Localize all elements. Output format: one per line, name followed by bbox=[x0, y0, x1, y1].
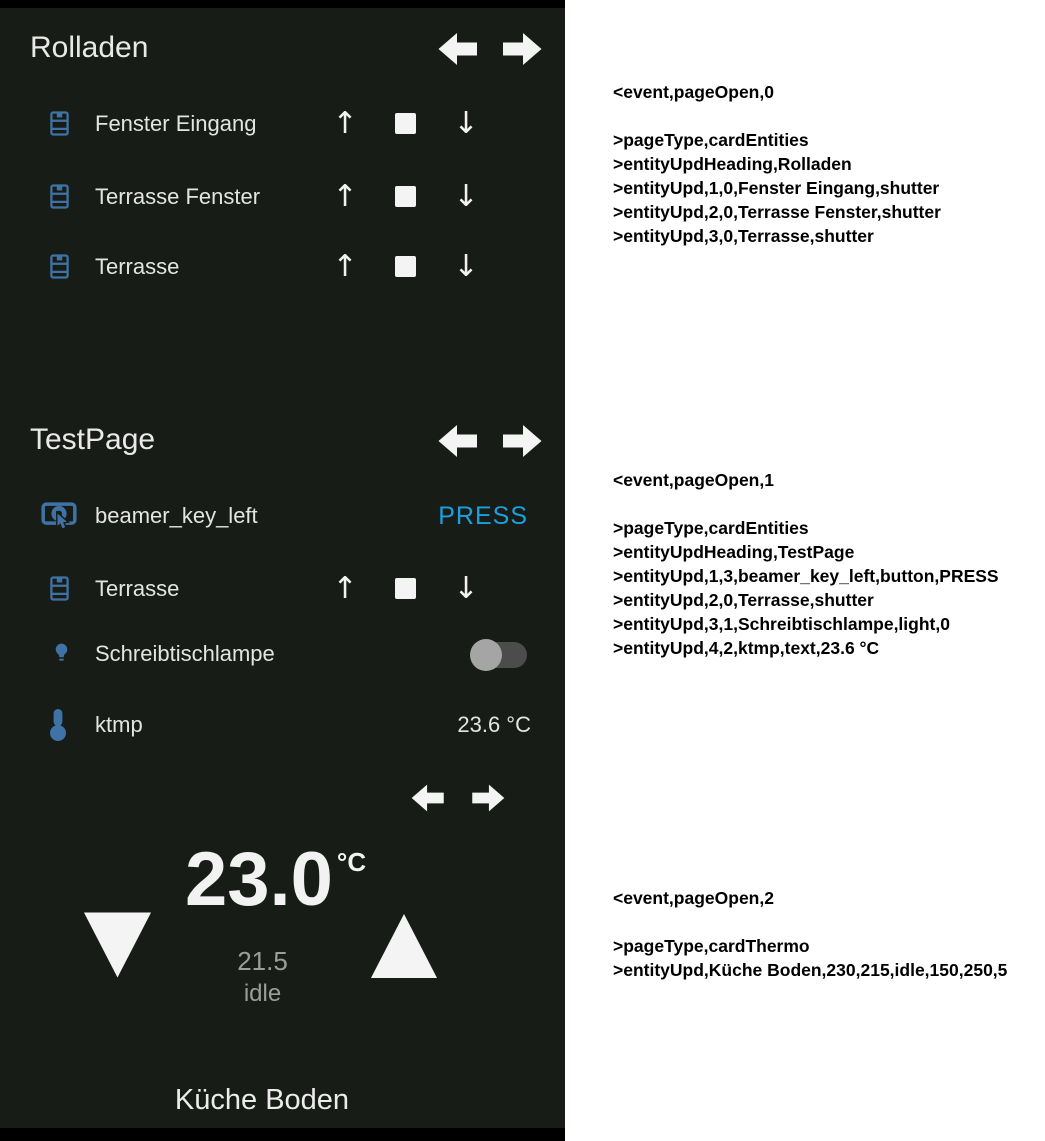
log-line: >entityUpd,1,0,Fenster Eingang,shutter bbox=[613, 178, 940, 198]
shutter-up-button[interactable]: ↑ bbox=[332, 179, 358, 214]
shutter-down-button[interactable]: ↓ bbox=[453, 571, 479, 606]
sensor-value: 23.6 °C bbox=[457, 712, 531, 737]
log-line: >entityUpd,1,3,beamer_key_left,button,PRESS bbox=[613, 566, 999, 586]
card-entities-testpage bbox=[0, 380, 565, 760]
nav-right-button[interactable] bbox=[503, 31, 543, 69]
current-temperature bbox=[185, 837, 367, 922]
thermometer-icon bbox=[48, 708, 68, 747]
entity-row-text bbox=[0, 705, 565, 745]
shutter-stop-button[interactable] bbox=[395, 256, 417, 278]
arrow-left-icon bbox=[411, 783, 444, 813]
shutter-stop-button[interactable] bbox=[395, 578, 417, 600]
entity-name: Fenster Eingang bbox=[95, 111, 257, 136]
setpoint-temperature: 21.5 bbox=[237, 946, 288, 976]
entity-row-shutter bbox=[0, 104, 565, 144]
log-line: >entityUpd,4,2,ktmp,text,23.6 °C bbox=[613, 638, 880, 658]
log-line: >entityUpd,2,0,Terrasse,shutter bbox=[613, 590, 874, 610]
entity-name: Terrasse bbox=[95, 254, 180, 279]
stop-square-icon bbox=[395, 113, 416, 134]
log-line: >entityUpd,Küche Boden,230,215,idle,150,250,5 bbox=[613, 960, 1008, 980]
arrow-right-icon bbox=[503, 31, 542, 67]
entity-row-button bbox=[0, 496, 565, 536]
log-line: >entityUpd,3,1,Schreibtischlampe,light,0 bbox=[613, 614, 950, 634]
log-block-page0 bbox=[613, 80, 1043, 248]
temp-up-button[interactable] bbox=[368, 912, 440, 985]
card-entities-rolladen bbox=[0, 0, 565, 380]
shutter-down-button[interactable]: ↓ bbox=[453, 179, 479, 214]
stop-square-icon bbox=[395, 256, 416, 277]
log-event-line: <event,pageOpen,2 bbox=[613, 888, 774, 908]
current-temperature-value: 23.0 bbox=[185, 837, 333, 922]
log-line: >entityUpd,3,0,Terrasse,shutter bbox=[613, 226, 874, 246]
log-event-line: <event,pageOpen,1 bbox=[613, 470, 774, 490]
arrow-left-icon bbox=[438, 423, 477, 459]
protocol-log-column bbox=[565, 0, 1045, 1141]
triangle-up-icon bbox=[368, 912, 440, 980]
window-shutter-icon bbox=[46, 180, 73, 218]
page-title: Rolladen bbox=[30, 31, 149, 64]
entity-name: ktmp bbox=[95, 712, 143, 737]
temperature-unit: °C bbox=[336, 847, 367, 877]
entity-row-light bbox=[0, 634, 565, 674]
arrow-left-icon bbox=[438, 31, 477, 67]
arrow-right-icon bbox=[503, 423, 542, 459]
hvac-status: idle bbox=[243, 980, 282, 1007]
entity-row-shutter bbox=[0, 177, 565, 217]
log-line: >entityUpdHeading,Rolladen bbox=[613, 154, 852, 174]
window-shutter-icon bbox=[46, 572, 73, 610]
log-line: >pageType,cardEntities bbox=[613, 518, 809, 538]
entity-row-shutter bbox=[0, 569, 565, 609]
press-button[interactable]: PRESS bbox=[438, 502, 528, 530]
thermostat-title: Küche Boden bbox=[174, 1084, 350, 1116]
page-title: TestPage bbox=[30, 423, 156, 456]
shutter-stop-button[interactable] bbox=[395, 186, 417, 208]
nav-right-button[interactable] bbox=[472, 783, 505, 813]
log-event-line: <event,pageOpen,0 bbox=[613, 82, 774, 102]
entity-name: beamer_key_left bbox=[95, 503, 258, 528]
window-shutter-icon bbox=[46, 250, 73, 288]
screen-bottom-bezel bbox=[0, 1128, 565, 1141]
log-block-page2 bbox=[613, 886, 1043, 982]
shutter-stop-button[interactable] bbox=[395, 113, 417, 135]
temp-down-button[interactable] bbox=[82, 910, 153, 985]
toggle-knob bbox=[470, 639, 502, 671]
light-toggle-switch-off[interactable] bbox=[470, 640, 527, 670]
shutter-up-button[interactable]: ↑ bbox=[332, 106, 358, 141]
log-line: >entityUpd,2,0,Terrasse Fenster,shutter bbox=[613, 202, 941, 222]
nav-right-button[interactable] bbox=[503, 423, 543, 461]
log-line: >pageType,cardEntities bbox=[613, 130, 809, 150]
log-line: >pageType,cardThermo bbox=[613, 936, 810, 956]
shutter-down-button[interactable]: ↓ bbox=[453, 249, 479, 284]
shutter-up-button[interactable]: ↑ bbox=[332, 249, 358, 284]
lightbulb-icon bbox=[50, 636, 73, 677]
nav-left-button[interactable] bbox=[438, 423, 478, 461]
shutter-down-button[interactable]: ↓ bbox=[453, 106, 479, 141]
card-thermo-kueche-boden bbox=[0, 760, 565, 1141]
entity-row-shutter bbox=[0, 247, 565, 287]
gesture-tap-button-icon bbox=[40, 497, 78, 540]
nav-left-button[interactable] bbox=[411, 783, 444, 813]
entity-name: Terrasse Fenster bbox=[95, 184, 261, 209]
entity-name: Terrasse bbox=[95, 576, 180, 601]
triangle-down-icon bbox=[82, 910, 153, 980]
nav-left-button[interactable] bbox=[438, 31, 478, 69]
log-block-page1 bbox=[613, 468, 1043, 660]
stop-square-icon bbox=[395, 578, 416, 599]
shutter-up-button[interactable]: ↑ bbox=[332, 571, 358, 606]
arrow-right-icon bbox=[472, 783, 505, 813]
log-line: >entityUpdHeading,TestPage bbox=[613, 542, 855, 562]
entity-name: Schreibtischlampe bbox=[95, 641, 275, 666]
window-shutter-icon bbox=[46, 107, 73, 145]
stop-square-icon bbox=[395, 186, 416, 207]
